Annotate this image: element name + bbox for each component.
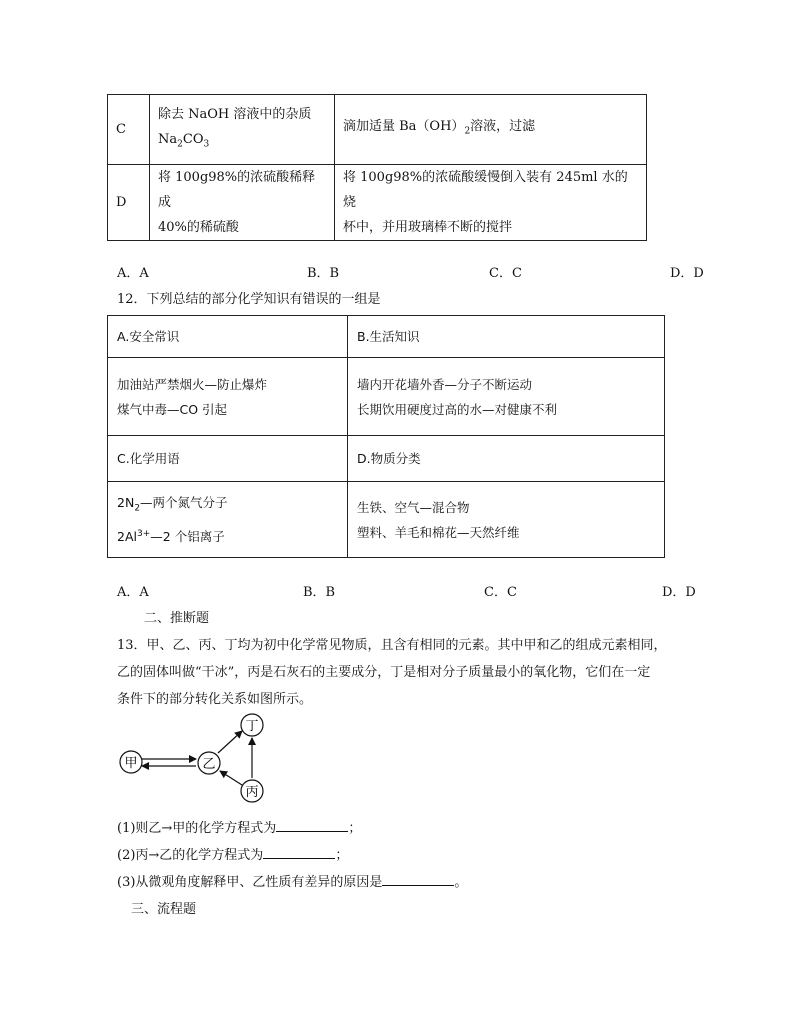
option-b[interactable]: B．B	[303, 585, 336, 600]
label-yi: 乙	[202, 757, 216, 772]
question-12-stem: 12．下列总结的部分化学知识有错误的一组是	[117, 292, 381, 307]
b-body: 墙内开花墙外香—分子不断运动 长期饮用硬度过高的水—对健康不利	[348, 358, 665, 436]
method-cell-d: 将 100g98%的浓硫酸稀释成 40%的稀硫酸	[150, 165, 335, 241]
q13-line2: 乙的固体叫做“干冰”，丙是石灰石的主要成分，丁是相对分子质量最小的氧化物，它们在一定	[117, 665, 651, 680]
method-formula-c: $Na_2CO_3$	[158, 131, 210, 150]
option-a[interactable]: A．A	[117, 585, 149, 600]
conversion-diagram	[110, 705, 290, 805]
c-body: $2N_2—$两个氮气分子 $2Al^{3+}—2$ 个铝离子	[108, 482, 348, 558]
answer-options-11	[0, 262, 794, 282]
row-label-d: D	[108, 165, 150, 241]
label-bing: 丙	[245, 785, 259, 800]
action-cell-c: 滴加适量 $Ba(OH)_2$溶液，过滤	[335, 95, 647, 165]
row-label-c: C	[108, 95, 150, 165]
method-cell-c	[150, 95, 335, 165]
option-c[interactable]: C．C	[484, 585, 517, 600]
d-head: D.物质分类	[348, 436, 665, 482]
q13-sub2: (2)丙→乙的化学方程式为 ；	[117, 844, 348, 863]
knowledge-table	[107, 315, 665, 558]
a-body: 加油站严禁烟火—防止爆炸 煤气中毒—CO 引起	[108, 358, 348, 436]
option-d[interactable]: D．D	[670, 266, 704, 281]
section-heading-2: 二、推断题	[144, 611, 210, 626]
option-a[interactable]: A．A	[117, 266, 149, 281]
answer-options-12	[0, 581, 794, 601]
arrow-yi-to-ding	[218, 731, 242, 753]
answer-blank-3[interactable]	[382, 871, 454, 886]
a-head: A.安全常识	[108, 316, 348, 358]
d-body: 生铁、空气—混合物 塑料、羊毛和棉花—天然纤维	[348, 482, 665, 558]
answer-blank-1[interactable]	[276, 817, 348, 832]
answer-blank-2[interactable]	[263, 844, 335, 859]
label-ding: 丁	[245, 719, 259, 734]
method-text-c: 除去 NaOH 溶液中的杂质	[158, 106, 312, 122]
q13-sub1: (1)则乙→甲的化学方程式为 ；	[117, 817, 361, 836]
action-cell-d: 将 100g98%的浓硫酸缓慢倒入装有 245ml 水的烧 杯中，并用玻璃棒不断的搅拌	[335, 165, 647, 241]
c-head: C.化学用语	[108, 436, 348, 482]
q13-line1: 13．甲、乙、丙、丁均为初中化学常见物质，且含有相同的元素。其中甲和乙的组成元素相同，	[117, 638, 667, 653]
b-head: B.生活知识	[348, 316, 665, 358]
q13-line3: 条件下的部分转化关系如图所示。	[117, 692, 313, 707]
arrow-bing-to-yi	[220, 771, 242, 785]
option-d[interactable]: D．D	[662, 585, 696, 600]
q13-sub3: (3)从微观角度解释甲、乙性质有差异的原因是 。	[117, 871, 467, 890]
label-jia: 甲	[124, 756, 138, 771]
options-table-c-d	[107, 94, 647, 241]
option-b[interactable]: B．B	[307, 266, 340, 281]
section-heading-3: 三、流程题	[131, 902, 197, 917]
option-c[interactable]: C．C	[489, 266, 522, 281]
